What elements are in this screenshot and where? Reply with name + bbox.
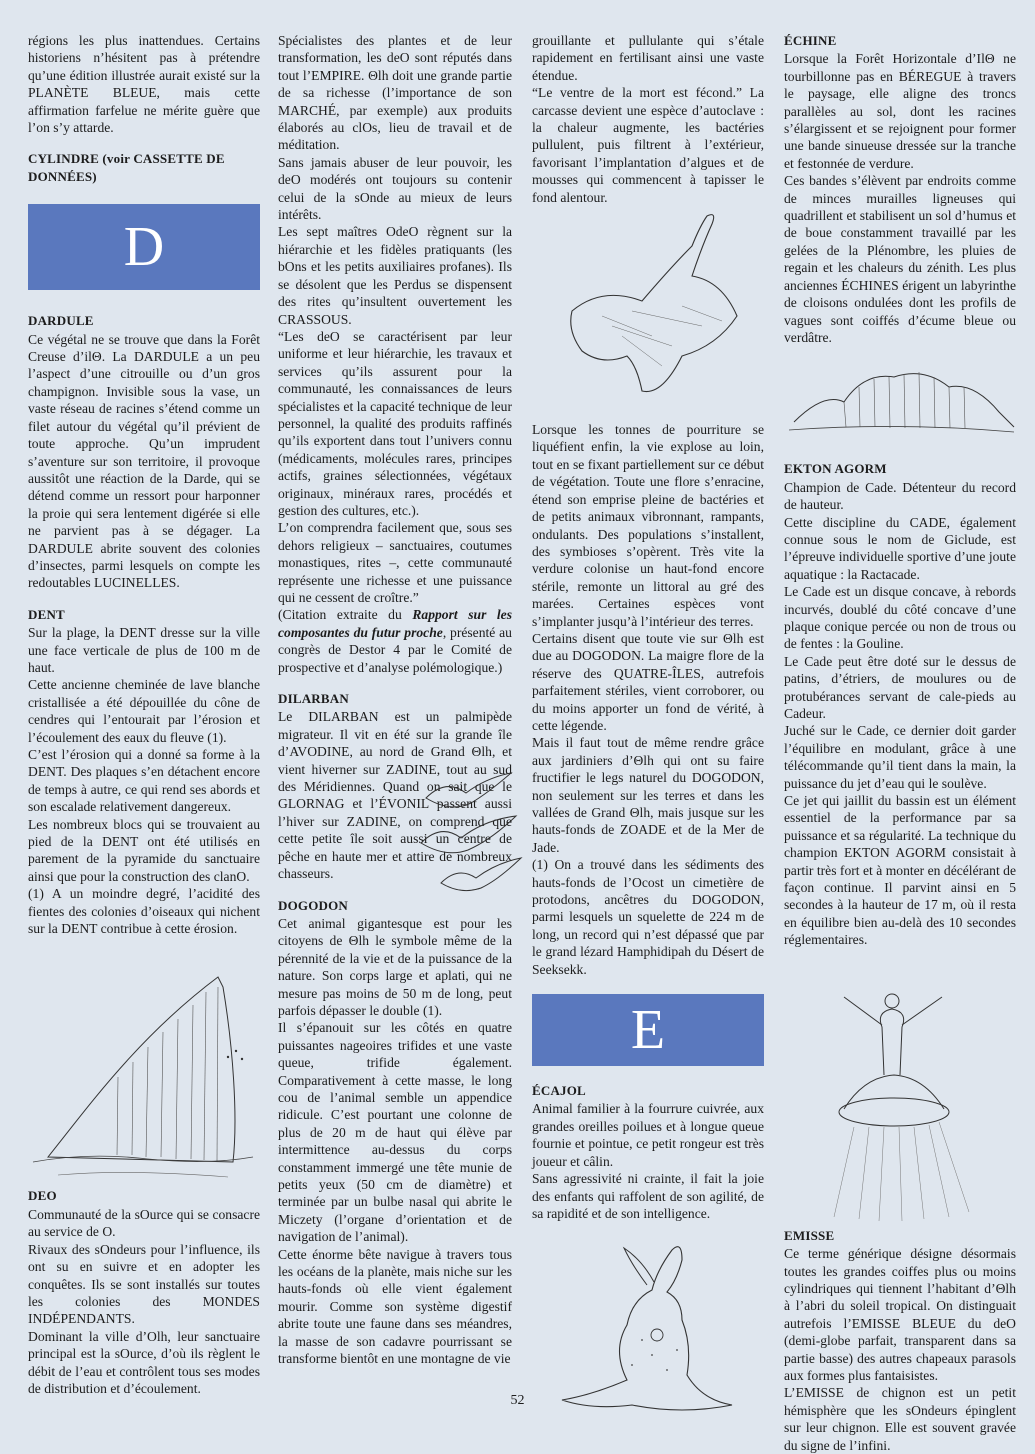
dilarban-heading: DILARBAN [278,691,349,707]
dilarban-text: Le DILARBAN est un palmipède migrateur. Il vit en été sur la grande île d’AVODINE, au nord de Grand Θlh, et vient hiverner sur ZADINE, tout au sud des Méridiennes. Quand on sait que le GLORNAG et l’ÉVONIL passent aussi l’hiver sur ZADINE, on comprend que cette petite île soit aussi un centre de pêche en haute mer et attire de nombreux chasseurs. [278,709,512,882]
dent-paragraph: Sur la plage, la DENT dresse sur la ville une face verticale de plus de 100 m de haut. [28,625,260,675]
page-number: 52 [510,1393,525,1408]
dogodon-illustration [532,206,764,421]
cylindre-heading: CYLINDRE (voir CASSETTE DE DONNÉES) [28,151,225,184]
dogodon-paragraph: grouillante et pullulante qui s’étale rapidement en fertilisant ainsi une vaste étendue. [532,33,764,83]
dent-paragraph: Les nombreux blocs qui se trouvaient au pied de la DENT ont été utilisés en parement de la pyramide du sanctuaire ainsi que pour la construction des clanO. [28,816,260,884]
citation: (Citation extraite du Rapport sur les composantes du futur proche, présenté au congrès de Destor 4 par le Comité de prospective et d’analyse polémologique.) [278,607,513,675]
echine-paragraph: Lorsque la Forêt Horizontale d’IlΘ ne tourbillonne pas en BÉREGUE à travers le paysage, elle aligne des troncs parallèles au sol, dont les racines s’élargissent et se rejoignent pour former une bande sinueuse dressée sur la tranche et festonnée de verdure. [784,51,1016,171]
deo-paragraph: Rivaux des sOndeurs pour l’influence, ils ont su en suivre et en adopter les conquêtes. Ils se sont installés sur toutes les colonies des MONDES INDÉPENDANTS. [28,1241,260,1327]
deo-paragraph: Spécialistes des plantes et de leur transformation, les deO sont réputés dans tout l’EMPIRE. Θlh doit une grande partie de sa richesse (l’importance de son MARCHÉ, par exemple) aux produits élaborés au clOs, lieu de travail et de méditation. [278,33,512,153]
deo-quote: L’on comprendra facilement que, sous ses dehors religieux – sanctuaires, coutumes monastiques, rites –, cette communauté représente une richesse et une puissance qui ne cessent de croître.” [278,520,512,605]
deo-quote: “Les deO se caractérisent par leur uniforme et leur hiérarchie, les travaux et services qu’ils assurent pour la communauté, les connaissances de leurs spécialistes et la capacité technique de leur personnel, la qualité des produits raffinés qu’ils exportent dans tout l’univers connu (médicaments, molécules rares, principes actifs, graines sélectionnées, végétaux originaux, minéraux rares, procédés et gestion des cultures, etc.). [278,328,512,518]
dent-heading: DENT [28,606,65,622]
ekton-paragraph: Ce jet qui jaillit du bassin est un élément essentiel de la performance par sa puissance et sa régularité. La technique du champion EKTON AGORM consistait à partir très fort et à monter en décélérant de façon continue. Il parvint ainsi en 5 secondes à la hauteur de 17 m, où il resta en équilibre bien au-delà des 10 secondes réglementaires. [784,793,1016,948]
deo-paragraph: Dominant la ville d’Olh, leur sanctuaire principal est la sOurce, d’où ils règlent le débit de l’eau et contrôlent tous ses modes de distribution et d’écoulement. [28,1328,260,1396]
ekton-paragraph: Champion de Cade. Détenteur du record de hauteur. [784,479,1016,513]
dardule-heading: DARDULE [28,313,94,329]
column-2 [278,32,512,1367]
dogodon-paragraph: Mais il faut tout de même rendre grâce aux jardiniers d’Θlh qui ont su faire fructifier le legs naturel du DOGODON, non seulement sur les terres et dans les vallées de Grand Θlh, mais jusque sur les hauts-fonds de ZOADE et de la Mer de Jade. [532,735,764,855]
dogodon-paragraph: Certains disent que toute vie sur Θlh est due au DOGODON. La maigre flore de la réserve des QUATRE-ÎLES, autrefois parfaitement stériles, vient corroborer, ou du moins apporter un fond de vérité, à cette légende. [532,630,764,733]
dogodon-paragraph: Cette énorme bête navigue à travers tous les océans de la planète, mais niche sur les hauts-fonds où elle vient également mourir. Comme son système digestif abrite toute une faune dans ses méandres, la masse de son cadavre pourrissant se transforme bientôt en une montagne de vie [278,1246,512,1367]
ekton-paragraph: Le Cade est un disque concave, à rebords incurvés, doublé du côté concave d’une plaque conique percée ou non de trous ou de fentes : la Gouline. [784,584,1016,652]
dent-footnote: (1) A un moindre degré, l’acidité des fientes des colonies d’oiseaux qui nichent sur la DENT contribue à cette érosion. [28,886,260,937]
dogodon-paragraph: Il s’épanouit sur les côtés en quatre puissantes nageoires trifides et une vaste queue, trifide également. Comparativement à cette masse, le long cou de l’animal semble un appendice ridicule. C’est pourtant une colonne de plus de 20 m de haut qui élève par intermittence au-dessus du corps constamment immergé une tête munie de petits yeux (50 cm de diamètre) et terminée par un bulbe nasal qui abrite le Miczety (l’organe d’orientation et de navigation de l’animal). [278,1020,512,1245]
dogodon-footnote: (1) On a trouvé dans les sédiments des hauts-fonds de l’Ocost un cimetière de protodons, ancêtres du DOGODON, parmi lesquels un squelette de 224 m de long, un record qui n’est dépassé que par le grand lézard Hamphidipah du Désert de Seeksekk. [532,857,764,977]
intro-text: régions les plus inattendues. Certains historiens n’hésitent pas à prétendre qu’une édition illustrée aurait existé sur la PLANÈTE BLEUE, mais cette affirmation farfelue ne mérite guère que l’on s’y attarde. [28,33,260,136]
ecajol-paragraph: Animal familier à la fourrure cuivrée, aux grandes oreilles poilues et à longue queue fournie et pointue, ce petit rongeur est très joueur et câlin. [532,1101,764,1169]
citation-title: Rapport sur les composantes du futur proche [278,607,513,640]
column-4 [784,32,1016,1454]
dogodon-paragraph: Cet animal gigantesque est pour les citoyens de Θlh le symbole même de la pérennité de la vie et de la puissance de la nature. Son corps large et aplati, qui ne mesure pas moins de 50 m de long, peut parfois dépasser le double (1). [278,915,512,1018]
emisse-paragraph: Ce terme générique désigne désormais toutes les grandes coiffes plus ou moins cylindriques qui tiennent l’habitant d’Θlh à l’abri du soleil tropical. On distinguait autrefois l’EMISSE BLEUE du deO (demi-globe parfait, transparent dans sa partie basse) des autres chapeaux parasols aux formes plus fantaisistes. [784,1246,1016,1383]
cade-illustration [784,957,1016,1227]
ekton-paragraph: Cette discipline du CADE, également connue sous le nom de Giclude, est l’épreuve individuelle sportive d’une joute aquatique : la Ractacade. [784,514,1016,582]
deo-paragraph: Les sept maîtres OdeO règnent sur la hiérarchie et les fidèles pratiquants (les bOns et les petits auxiliaires profanes). Ils se désolent que les Perdus se dispensent des rites qu’insultent ouvertement les CRASSOUS. [278,224,512,327]
dent-paragraph: Cette ancienne cheminée de lave blanche cristallisée a été dépouillée du cône de cendres qui l’entourait par l’érosion et l’écoulement des eaux du fleuve (1). [28,677,260,745]
dogodon-paragraph: “Le ventre de la mort est fécond.” La carcasse devient une espèce d’autoclave : la chaleur augmente, les bactéries pullulent, puis filtrent à l’extérieur, favorisant l’implantation d’algues et de mousses qui commencent à tapisser le fond alentour. [532,85,764,205]
deo-heading: DEO [28,1188,57,1204]
ecajol-illustration [532,1230,764,1420]
ecajol-paragraph: Sans agressivité ni crainte, il fait la joie des enfants qui raffolent de son agilité, de sa rapidité et de son intelligence. [532,1171,764,1221]
letter-d-banner: D [28,204,260,290]
echine-heading: ÉCHINE [784,33,837,48]
dardule-text: Ce végétal ne se trouve que dans la Forêt Creuse d’ilΘ. La DARDULE a un peu l’aspect d’une citrouille ou d’un gros champignon. Invisible sous la vase, un vaste réseau de racines s’étend comme un filet autour du végétal qu’il prévient de toute approche. Qu’un imprudent s’aventure sur son territoire, il provoque aussitôt une réaction de la Darde, qui se détend comme un ressort pour harponner la proie qui sera lentement digérée si elle ne parvient pas à se dégager. La DARDULE abrite souvent des colonies d’insectes, parmi lesquels on compte les redoutables LUCINELLES. [28,331,260,591]
birds-illustration [416,758,526,898]
ekton-heading: EKTON AGORM [784,461,887,477]
ekton-paragraph: Le Cade peut être doté sur le dessus de patins, d’étriers, de moulures ou de protubérances servant de cale-pieds au Cadeur. [784,653,1016,721]
dogodon-paragraph: Lorsque les tonnes de pourriture se liquéfient enfin, la vie explose au loin, tout en se fixant partiellement sur ce début de végétation. Toute une flore s’enracine, étend son emprise pleine de bactéries et de petits animaux vibronnant, rampants, ondulants. Des populations s’installent, des symbioses s’opèrent. Très vite la verdure colonise un haut-fond encore stérile, remonte un littoral au gré des marées. Certaines espèces vont s’implanter jusqu’à l’intérieur des terres. [532,422,764,629]
dent-paragraph: C’est l’érosion qui a donné sa forme à la DENT. Des plaques s’en détachent encore de temps à autre, ce qui rend ses abords et son escalade relativement dangereux. [28,747,260,815]
dogodon-heading: DOGODON [278,897,349,913]
echine-illustration [784,352,1016,442]
column-1 [28,32,260,1397]
dent-rock-illustration [28,947,260,1187]
ecajol-heading: ÉCAJOL [532,1083,586,1099]
letter-e-banner: E [532,994,764,1066]
column-3 [532,32,764,1420]
emisse-paragraph: L’EMISSE de chignon est un petit hémisphère que les sOndeurs épinglent sur leur chignon. Elle est souvent gravée du signe de l’infini. [784,1385,1016,1453]
echine-paragraph: Ces bandes s’élèvent par endroits comme de minces murailles ligneuses qui quadrillent et stabilisent un sol d’humus et de boue constamment travaillé par les gelées de la Plénombre, les pluies de regain et les chaleurs du zénith. Les plus anciennes ÉCHINES érigent un labyrinthe de cloisons ondulées dont les profils de vagues sont coiffés d’écume bleue ou verdâtre. [784,173,1016,345]
deo-paragraph: Communauté de la sOurce qui se consacre au service de O. [28,1206,260,1240]
ekton-paragraph: Juché sur le Cade, ce dernier doit garder l’équilibre en modulant, grâce à une télécommande qu’il tient dans la main, la puissance du jet d’eau qui le soulève. [784,723,1016,791]
emisse-heading: EMISSE [784,1227,835,1243]
deo-paragraph: Sans jamais abuser de leur pouvoir, les deO modérés ont toujours su contenir celui de la sOnde au mieux de leurs intérêts. [278,154,512,223]
